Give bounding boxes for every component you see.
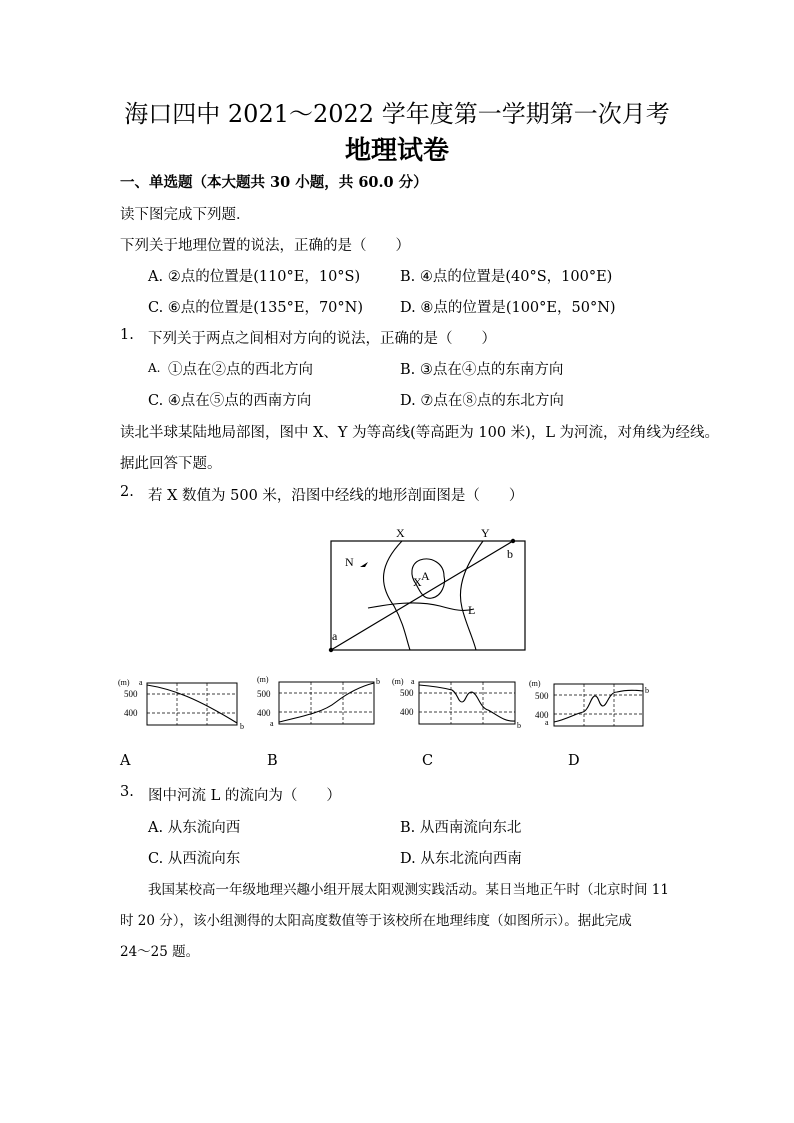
question-stem: 图中河流 L 的流向为（ ） [148, 788, 341, 804]
end-label-a: a [270, 719, 274, 728]
profile-option-d: D [568, 753, 580, 769]
paragraph-line: 时 20 分），该小组测得的太阳高度数值等于该校所在地理纬度（如图所示）。据此完成 [120, 913, 632, 929]
point-b [511, 539, 515, 543]
end-label-b: b [240, 722, 244, 731]
tick-500: 500 [124, 689, 138, 699]
exam-subtitle: 地理试卷 [344, 136, 449, 166]
profile-chart-d [529, 674, 661, 736]
option-c: C. 从西流向东 [148, 851, 241, 867]
option-a: ①点在②点的西北方向 [168, 362, 313, 378]
option-b: B. ③点在④点的东南方向 [400, 362, 564, 378]
tick-400: 400 [400, 707, 414, 717]
end-label-b: b [376, 677, 380, 686]
option-a: A. 从东流向西 [148, 820, 241, 836]
section-heading: 一、单选题（本大题共 30 小题，共 60.0 分） [120, 174, 428, 191]
question-number: 1. [120, 327, 134, 343]
contour-map [320, 524, 530, 656]
option-letter: A. [148, 361, 161, 375]
paragraph-line: 24～25 题。 [120, 944, 200, 960]
label-x: X [396, 526, 405, 540]
profile-line [279, 683, 374, 722]
label-l: L [468, 603, 476, 617]
paragraph-line: 我国某校高一年级地理兴趣小组开展太阳观测实践活动。某日当地正午时（北京时间 11 [148, 882, 669, 898]
profile-chart-a [118, 673, 250, 735]
end-label-a: a [139, 678, 143, 687]
option-d: D. ⑧点的位置是(100°E，50°N) [400, 300, 616, 316]
unit-label: (m) [529, 679, 541, 688]
north-arrow-icon [360, 562, 368, 567]
tick-500: 500 [257, 689, 271, 699]
tick-500: 500 [400, 688, 414, 698]
question-number: 3. [120, 784, 134, 800]
intro-text: 据此回答下题。 [120, 456, 222, 472]
tick-500: 500 [535, 691, 549, 701]
option-d: D. ⑦点在⑧点的东北方向 [400, 393, 564, 409]
point-a [329, 648, 333, 652]
question-stem: 下列关于两点之间相对方向的说法，正确的是（ ） [148, 331, 496, 347]
profile-line [419, 685, 515, 721]
river-l [368, 603, 474, 611]
end-label-b: b [645, 686, 649, 695]
label-b: b [507, 547, 513, 561]
question-stem: 若 X 数值为 500 米，沿图中经线的地形剖面图是（ ） [148, 488, 524, 504]
option-b: B. 从西南流向东北 [400, 820, 522, 836]
label-y: Y [481, 526, 490, 540]
map-frame [331, 541, 525, 650]
unit-label: (m) [392, 677, 404, 686]
contour-y [460, 541, 483, 650]
question-number: 2. [120, 484, 134, 500]
tick-400: 400 [535, 710, 549, 720]
intro-text: 读下图完成下列题． [120, 207, 251, 223]
option-d: D. 从东北流向西南 [400, 851, 522, 867]
option-c: C. ⑥点的位置是(135°E，70°N) [148, 300, 364, 316]
end-label-a: a [545, 718, 549, 727]
profile-option-c: C [422, 753, 434, 769]
profile-option-a: A [120, 753, 131, 769]
intro-text: 读北半球某陆地局部图，图中 X、Y 为等高线(等高距为 100 米)，L 为河流，对角线为经线。 [120, 425, 720, 441]
profile-option-b: B [267, 753, 278, 769]
unit-label: (m) [257, 675, 269, 684]
label-a: a [332, 629, 338, 643]
meridian-line [331, 541, 513, 650]
label-x-inner: X [413, 575, 422, 589]
contour-x [384, 541, 410, 650]
exam-title: 海口四中 2021～2022 学年度第一学期第一次月考 [124, 100, 670, 128]
option-c: C. ④点在⑤点的西南方向 [148, 393, 312, 409]
option-a: A. ②点的位置是(110°E，10°S) [148, 269, 361, 285]
tick-400: 400 [257, 708, 271, 718]
question-stem: 下列关于地理位置的说法，正确的是（ ） [120, 238, 410, 254]
end-label-b: b [517, 721, 521, 730]
label-n: N [345, 555, 354, 569]
unit-label: (m) [118, 678, 130, 687]
label-a-peak: A [421, 569, 430, 583]
profile-chart-c [392, 672, 524, 734]
profile-line [147, 685, 237, 723]
profile-chart-b [254, 672, 386, 734]
end-label-a: a [411, 677, 415, 686]
option-b: B. ④点的位置是(40°S，100°E) [400, 269, 613, 285]
tick-400: 400 [124, 708, 138, 718]
